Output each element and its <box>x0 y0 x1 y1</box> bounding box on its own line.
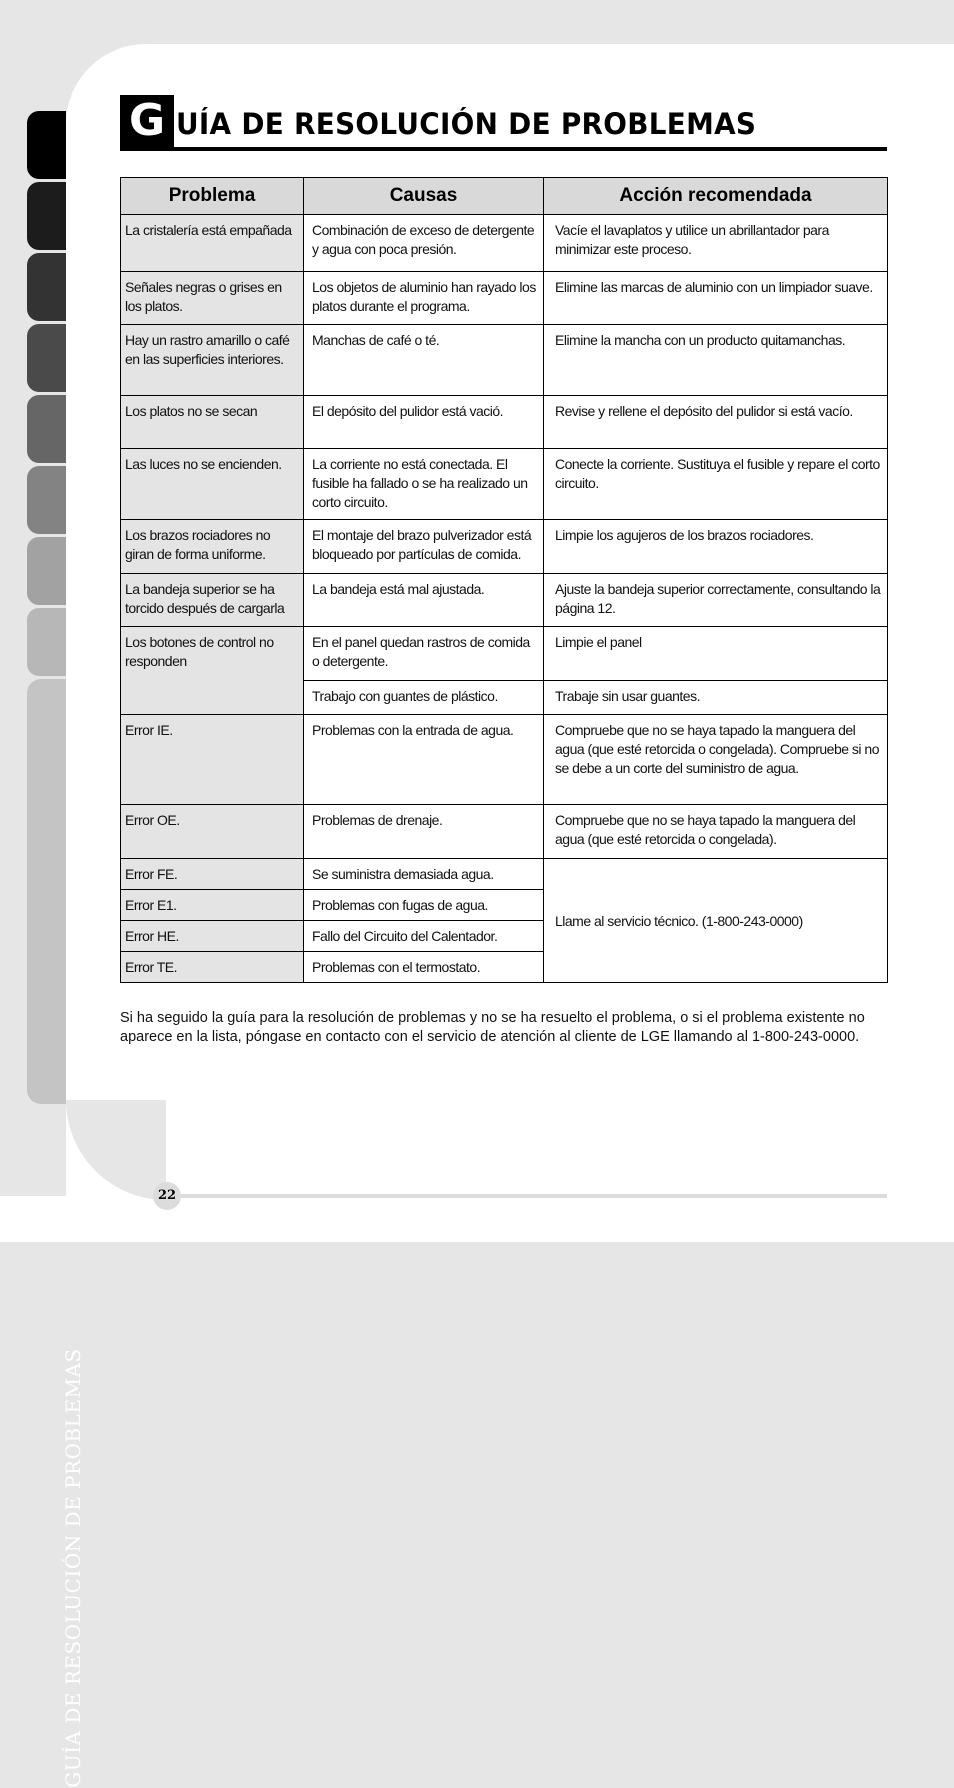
heading-initial: G <box>120 95 174 147</box>
problem-cell: Señales negras o grises en los platos. <box>121 272 304 325</box>
page-number: 22 <box>153 1182 181 1210</box>
page-bottom-strip <box>0 1196 133 1242</box>
action-cell: Trabaje sin usar guantes. <box>544 681 888 715</box>
action-cell: Revise y rellene el depósito del pulidor si está vacío. <box>544 396 888 449</box>
troubleshooting-table <box>120 177 888 983</box>
problem-cell: Las luces no se encienden. <box>121 449 304 520</box>
table-row <box>121 574 888 627</box>
problem-cell: Error TE. <box>121 952 304 983</box>
cause-cell: Fallo del Circuito del Calentador. <box>304 921 544 952</box>
problem-cell: Los platos no se secan <box>121 396 304 449</box>
table-row <box>121 325 888 396</box>
action-cell: Compruebe que no se haya tapado la manguera del agua (que esté retorcida o congelada). <box>544 805 888 859</box>
problem-cell: Error FE. <box>121 859 304 890</box>
table-row <box>121 859 888 890</box>
action-cell: Limpie los agujeros de los brazos rociadores. <box>544 520 888 574</box>
shared-action-cell: Llame al servicio técnico. (1-800-243-0000) <box>544 859 888 983</box>
chapter-tab[interactable] <box>27 324 66 392</box>
action-cell: Compruebe que no se haya tapado la manguera del agua (que esté retorcida o congelada). Compruebe si no se debe a un corte del suministro de agua. <box>544 715 888 805</box>
chapter-tab-troubleshooting[interactable] <box>27 679 85 1788</box>
action-cell: Ajuste la bandeja superior correctamente, consultando la página 12. <box>544 574 888 627</box>
cause-cell: El montaje del brazo pulverizador está bloqueado por partículas de comida. <box>304 520 544 574</box>
table-row <box>121 805 888 859</box>
cause-cell: Combinación de exceso de detergente y agua con poca presión. <box>304 215 544 272</box>
cause-cell: La corriente no está conectada. El fusible ha fallado o se ha realizado un corto circuito. <box>304 449 544 520</box>
chapter-tab[interactable] <box>27 466 66 534</box>
problem-cell: Error IE. <box>121 715 304 805</box>
problem-cell: La cristalería está empañada <box>121 215 304 272</box>
action-cell: Elimine las marcas de aluminio con un limpiador suave. <box>544 272 888 325</box>
problem-cell: Los botones de control no responden <box>121 627 304 715</box>
table-row <box>121 396 888 449</box>
chapter-tab[interactable] <box>27 608 66 676</box>
cause-cell: En el panel quedan rastros de comida o detergente. <box>304 627 544 681</box>
action-cell: Vacíe el lavaplatos y utilice un abrillantador para minimizar este proceso. <box>544 215 888 272</box>
footer-rule <box>181 1194 887 1198</box>
chapter-tab[interactable] <box>27 253 66 321</box>
chapter-tab[interactable] <box>27 395 66 463</box>
footer-note: Si ha seguido la guía para la resolución de problemas y no se ha resuelto el problema, o si el problema existente no aparece en la lista, póngase en contacto con el servicio de atención al cliente de LGE llamando al 1-800-243-0000. <box>120 1009 865 1045</box>
problem-cell: Hay un rastro amarillo o café en las superficies interiores. <box>121 325 304 396</box>
cause-cell: Se suministra demasiada agua. <box>304 859 544 890</box>
side-tab-label: GUÍA DE RESOLUCIÓN DE PROBLEMAS <box>61 1348 85 1788</box>
table-row <box>121 715 888 805</box>
cause-cell: El depósito del pulidor está vació. <box>304 396 544 449</box>
cause-cell: Los objetos de aluminio han rayado los platos durante el programa. <box>304 272 544 325</box>
chapter-tab[interactable] <box>27 111 66 179</box>
column-header-problem: Problema <box>121 178 304 215</box>
problem-cell: Los brazos rociadores no giran de forma uniforme. <box>121 520 304 574</box>
table-header-row <box>121 178 888 215</box>
action-cell: Elimine la mancha con un producto quitamanchas. <box>544 325 888 396</box>
column-header-action: Acción recomendada <box>544 178 888 215</box>
table-row <box>121 449 888 520</box>
cause-cell: Trabajo con guantes de plástico. <box>304 681 544 715</box>
cause-cell: Problemas con el termostato. <box>304 952 544 983</box>
table-row <box>121 215 888 272</box>
cause-cell: Problemas con la entrada de agua. <box>304 715 544 805</box>
cause-cell: La bandeja está mal ajustada. <box>304 574 544 627</box>
chapter-tab[interactable] <box>27 537 66 605</box>
chapter-tab[interactable] <box>27 182 66 250</box>
table-row <box>121 627 888 681</box>
cause-cell: Problemas con fugas de agua. <box>304 890 544 921</box>
action-cell: Limpie el panel <box>544 627 888 681</box>
problem-cell: Error OE. <box>121 805 304 859</box>
action-cell: Conecte la corriente. Sustituya el fusible y repare el corto circuito. <box>544 449 888 520</box>
table-row <box>121 520 888 574</box>
table-row <box>121 272 888 325</box>
problem-cell: La bandeja superior se ha torcido después de cargarla <box>121 574 304 627</box>
column-header-causes: Causas <box>304 178 544 215</box>
problem-cell: Error HE. <box>121 921 304 952</box>
problem-cell: Error E1. <box>121 890 304 921</box>
cause-cell: Problemas de drenaje. <box>304 805 544 859</box>
heading-title: UÍA DE RESOLUCIÓN DE PROBLEMAS <box>176 107 757 141</box>
cause-cell: Manchas de café o té. <box>304 325 544 396</box>
page-heading <box>120 95 887 151</box>
